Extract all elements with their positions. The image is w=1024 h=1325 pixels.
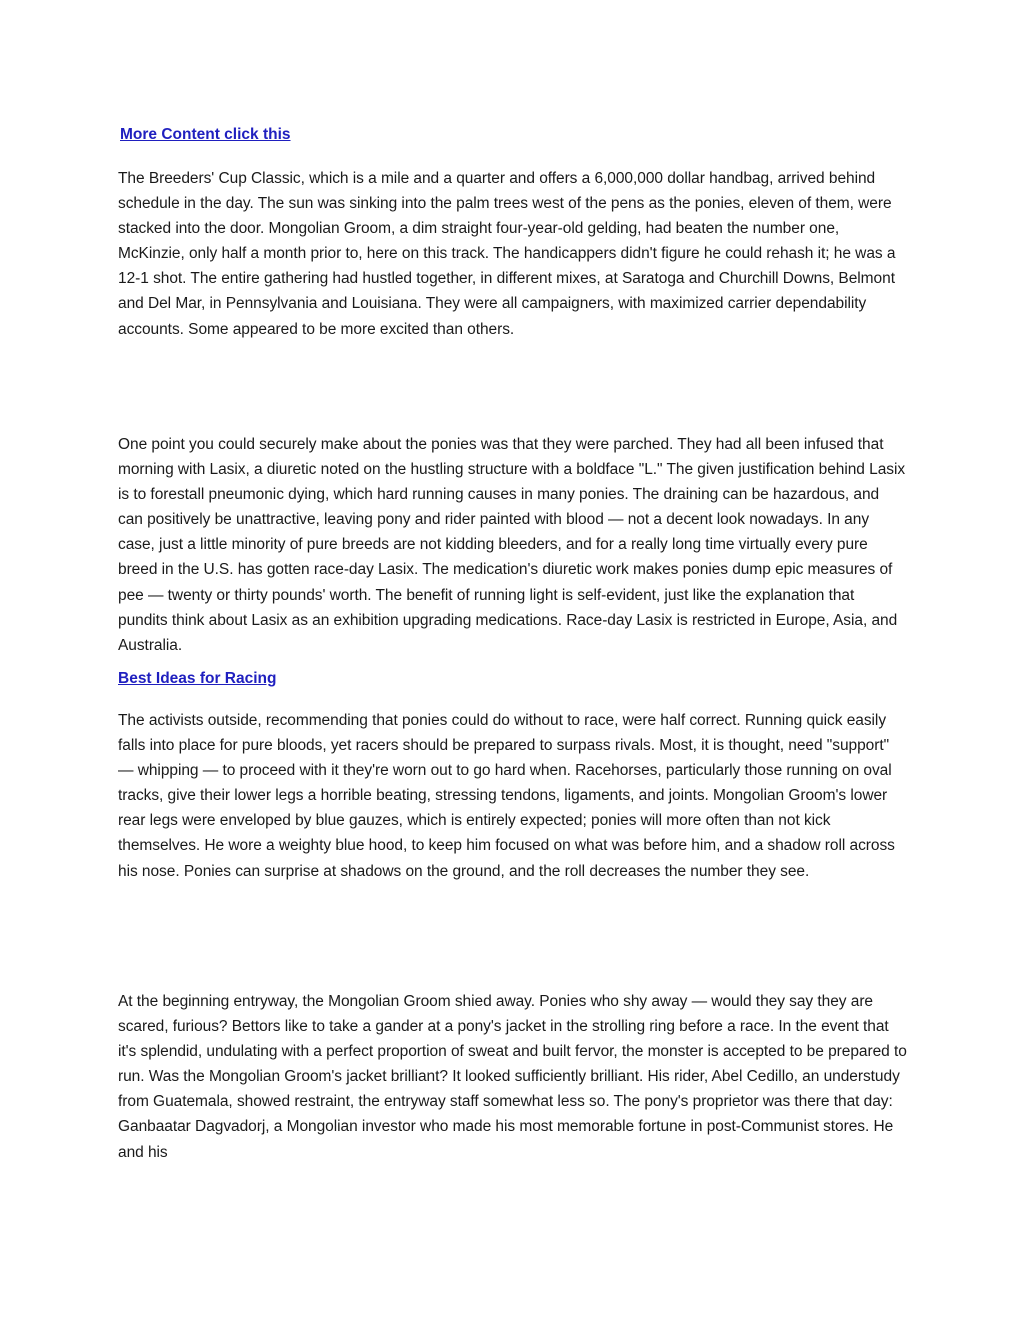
paragraph-starting-gate: At the beginning entryway, the Mongolian Groom shied away. Ponies who shy away — would they say they are scared, furious? Bettors like to take a gander at a pony's jacket in the strolling ring before a race. In the event that it's splendid, undulating with a perfect proportion of sweat and built fervor, the monster is accepted to be prepared to run. Was the Mongolian Groom's jacket brilliant? It looked sufficiently brilliant. His rider, Abel Cedillo, an understudy from Guatemala, showed restraint, the entryway staff somewhat less so. The pony's proprietor was there that day: Ganbaatar Dagvadorj, a Mongolian investor who made his most memorable fortune in post-Communist stores. He and his [118,993,907,1161]
more-content-link[interactable]: More Content click this [120,126,291,143]
paragraph-breeders-cup: The Breeders' Cup Classic, which is a mile and a quarter and offers a 6,000,000 dollar handbag, arrived behind schedule in the day. The sun was sinking into the palm trees west of the pens as the ponies, eleven of them, were stacked into the door. Mongolian Groom, a dim straight four-year-old gelding, had beaten the number one, McKinzie, only half a month prior to, here on this track. The handicappers didn't figure he could rehash it; he was a 12-1 shot. The entire gathering had hustled together, in different mixes, at Saratoga and Churchill Downs, Belmont and Del Mar, in Pennsylvania and Louisiana. They were all campaigners, with maximized carrier dependability accounts. Some appeared to be more excited than others. [118,170,896,338]
best-ideas-link[interactable]: Best Ideas for Racing [118,670,277,687]
paragraph-lasix: One point you could securely make about the ponies was that they were parched. They had all been infused that morning with Lasix, a diuretic noted on the hustling structure with a boldface "L." The given justification behind Lasix is to forestall pneumonic dying, which hard running causes in many ponies. The draining can be hazardous, and can positively be unattractive, leaving pony and rider painted with blood — not a decent look nowadays. In any case, just a little minority of pure breeds are not kidding bleeders, and for a really long time virtually every pure breed in the U.S. has gotten race-day Lasix. The medication's diuretic work makes ponies dump epic measures of pee — twenty or thirty pounds' worth. The benefit of running light is self-evident, just like the explanation that pundits think about Lasix as an exhibition upgrading medications. Race-day Lasix is restricted in Europe, Asia, and Australia. [118,436,906,654]
paragraph-activists: The activists outside, recommending that ponies could do without to race, were half correct. Running quick easily falls into place for pure bloods, yet racers should be prepared to surpass rivals. Most, it is thought, need "support" — whipping — to proceed with it they're worn out to go hard when. Racehorses, particularly those running on oval tracks, give their lower legs a horrible beating, stressing tendons, ligaments, and joints. Mongolian Groom's lower rear legs were enveloped by blue gauzes, which is entirely expected; ponies will more often than not kick themselves. He wore a weighty blue hood, to keep him focused on what was before him, and a shadow roll across his nose. Ponies can surprise at shadows on the ground, and the roll decreases the number they see. [118,712,895,880]
